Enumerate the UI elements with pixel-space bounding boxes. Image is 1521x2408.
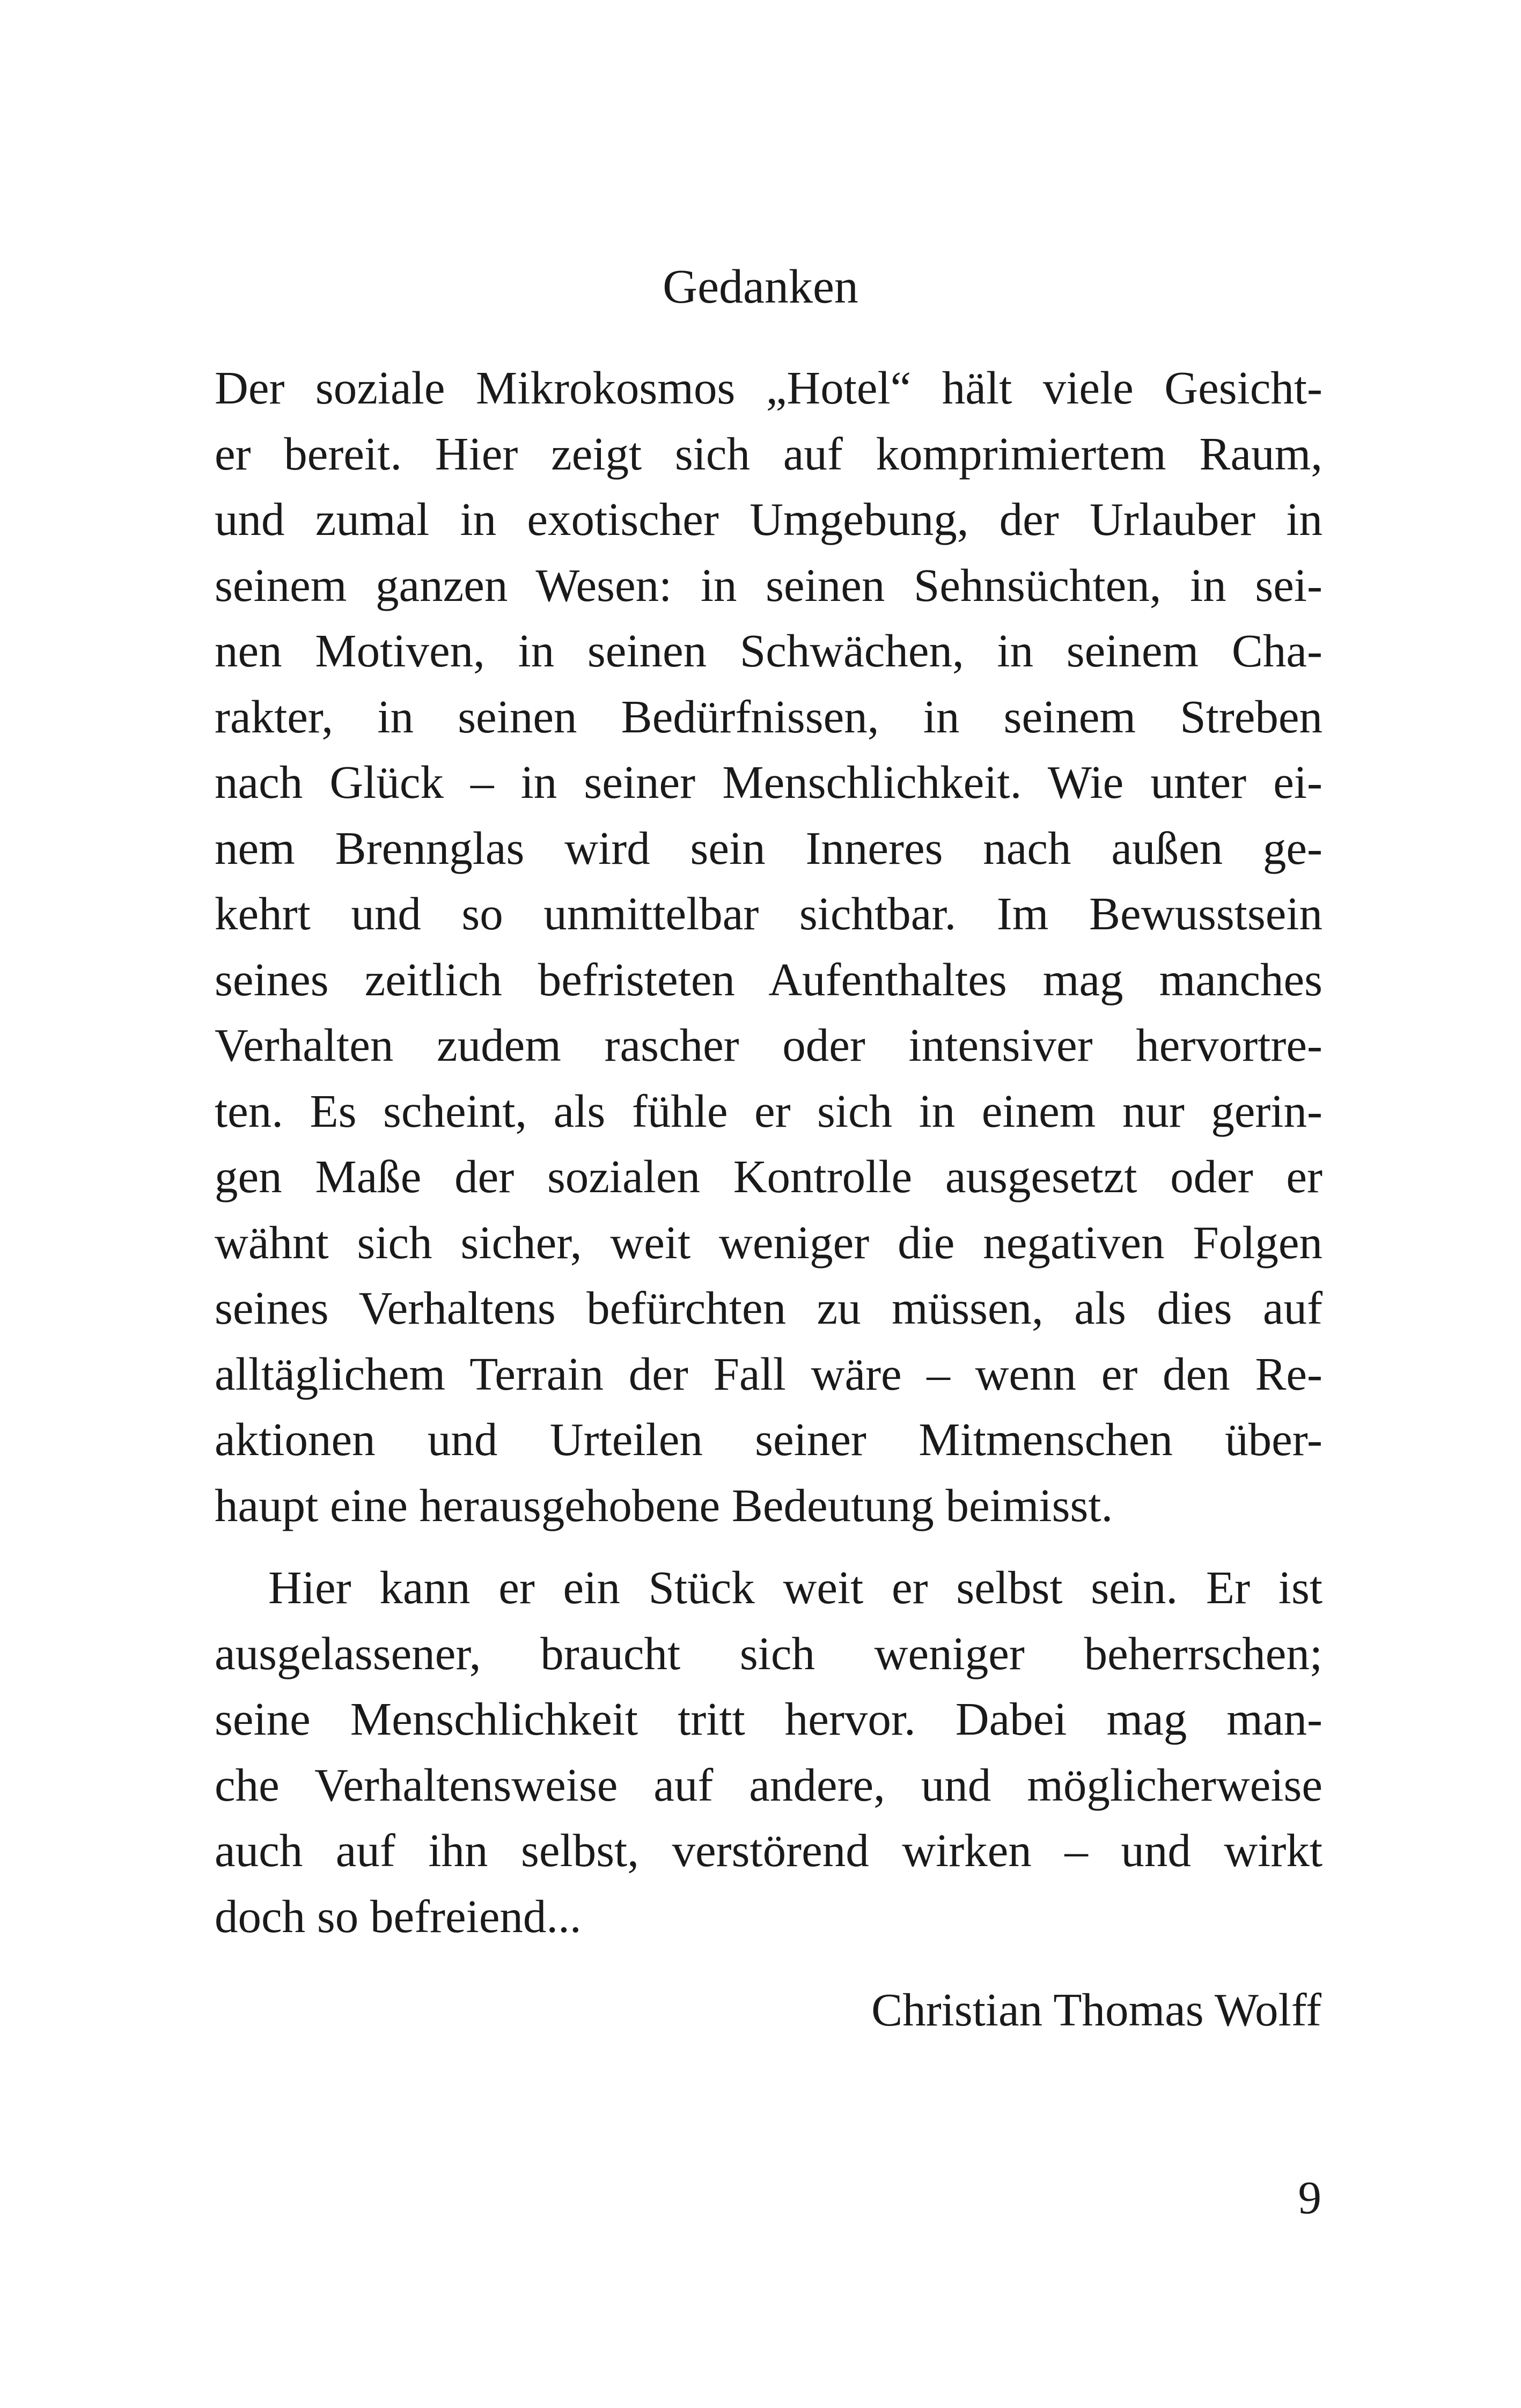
text-line: Verhalten zudem rascher oder intensiver hervortre- [215,1019,1322,1071]
text-line: ausgelassener, braucht sich weniger beherrschen; [215,1627,1322,1679]
text-line: und zumal in exotischer Umgebung, der Urlauber in [215,493,1322,545]
author-signature: Christian Thomas Wolff [871,1984,1321,2036]
paragraph-2 [215,1555,1322,1949]
text-line: haupt eine herausgehobene Bedeutung beimisst. [215,1479,1113,1531]
text-line: Der soziale Mikrokosmos „Hotel“ hält viele Gesicht- [215,362,1322,414]
chapter-title: Gedanken [663,260,858,313]
text-line: ten. Es scheint, als fühle er sich in einem nur gerin- [215,1084,1322,1137]
text-line: Hier kann er ein Stück weit er selbst sein. Er ist [268,1561,1322,1613]
text-line: aktionen und Urteilen seiner Mitmenschen über- [215,1413,1322,1465]
text-line: seine Menschlichkeit tritt hervor. Dabei mag man- [215,1693,1322,1745]
text-line: kehrt und so unmittelbar sichtbar. Im Bewusstsein [215,887,1322,939]
text-line: seines zeitlich befristeten Aufenthaltes mag manches [215,953,1322,1005]
text-line: auch auf ihn selbst, verstörend wirken – und wirkt [215,1824,1322,1876]
text-line: nen Motiven, in seinen Schwächen, in seinem Cha- [215,625,1322,677]
text-line: er bereit. Hier zeigt sich auf komprimiertem Raum, [215,427,1322,480]
text-line: nach Glück – in seiner Menschlichkeit. Wie unter ei- [215,756,1322,808]
text-line: seinem ganzen Wesen: in seinen Sehnsüchten, in sei- [215,559,1322,611]
page-number: 9 [1298,2171,1321,2223]
text-line: rakter, in seinen Bedürfnissen, in seinem Streben [215,690,1322,743]
text-line: che Verhaltensweise auf andere, und möglicherweise [215,1758,1322,1811]
text-line: nem Brennglas wird sein Inneres nach außen ge- [215,821,1322,874]
text-line: gen Maße der sozialen Kontrolle ausgesetzt oder er [215,1150,1322,1202]
text-line: seines Verhaltens befürchten zu müssen, als dies auf [215,1282,1322,1334]
text-line: wähnt sich sicher, weit weniger die negativen Folgen [215,1216,1322,1268]
text-line: doch so befreiend... [215,1890,582,1942]
paragraph-1 [215,355,1322,1538]
text-line: alltäglichem Terrain der Fall wäre – wenn er den Re- [215,1347,1322,1400]
